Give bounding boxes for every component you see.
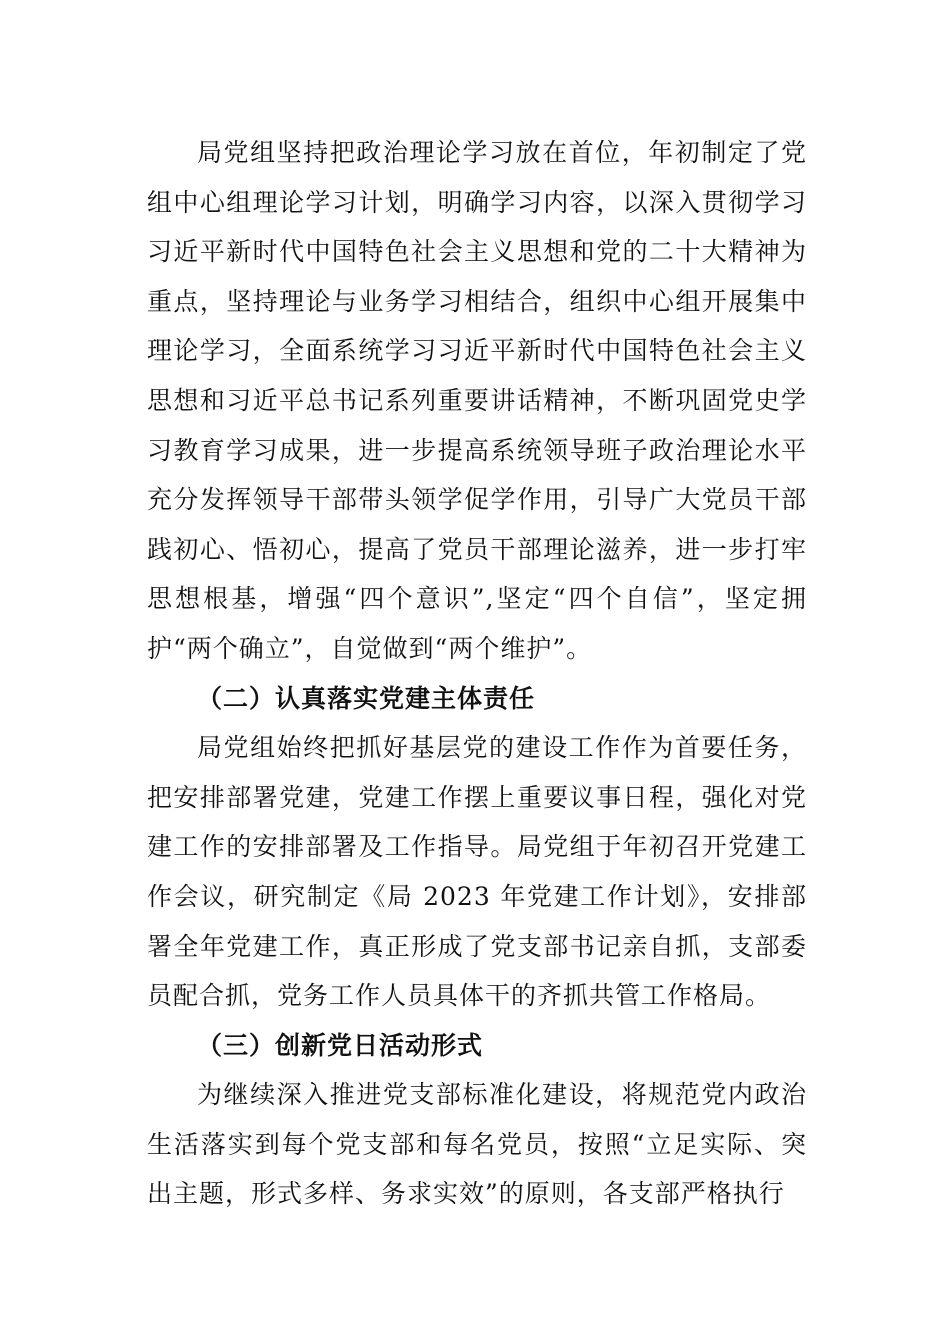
paragraph-political-study: 局党组坚持把政治理论学习放在首位，年初制定了党组中心组理论学习计划，明确学习内容，以深入贯彻学习习近平新时代中国特色社会主义思想和党的二十大精神为重点，坚持理论与业务学习相结合，组织中心组开展集中理论学习，全面系统学习习近平新时代中国特色社会主义思想和习近平总书记系列重要讲话精神，不断巩固党史学习教育学习成果，进一步提高系统领导班子政治理论水平充分发挥领导干部带头领学促学作用，引导广大党员干部践初心、悟初心，提高了党员干部理论滋养，进一步打牢思想根基，增强“四个意识”,坚定“四个自信”，坚定拥护“两个确立”，自觉做到“两个维护”。 xyxy=(147,138,807,663)
section-heading-party-building-responsibility: （二）认真落实党建主体责任 xyxy=(197,683,536,713)
paragraph-branch-standardization: 为继续深入推进党支部标准化建设，将规范党内政治生活落实到每个党支部和每名党员，按照“立足实际、突出主题，形式多样、务求实效”的原则，各支部严格执行 xyxy=(147,1080,807,1209)
document-body xyxy=(147,128,807,1219)
paragraph-party-building-work: 局党组始终把抓好基层党的建设工作作为首要任务，把安排部署党建，党建工作摆上重要议事日程，强化对党建工作的安排部署及工作指导。局党组于年初召开党建工作会议，研究制定《局 2023 年党建工作计划》，安排部署全年党建工作，真正形成了党支部书记亲自抓，支部委员配合抓，党务工作人员具体干的齐抓共管工作格局。 xyxy=(147,733,807,1011)
section-heading-party-day-activities: （三）创新党日活动形式 xyxy=(197,1030,484,1060)
